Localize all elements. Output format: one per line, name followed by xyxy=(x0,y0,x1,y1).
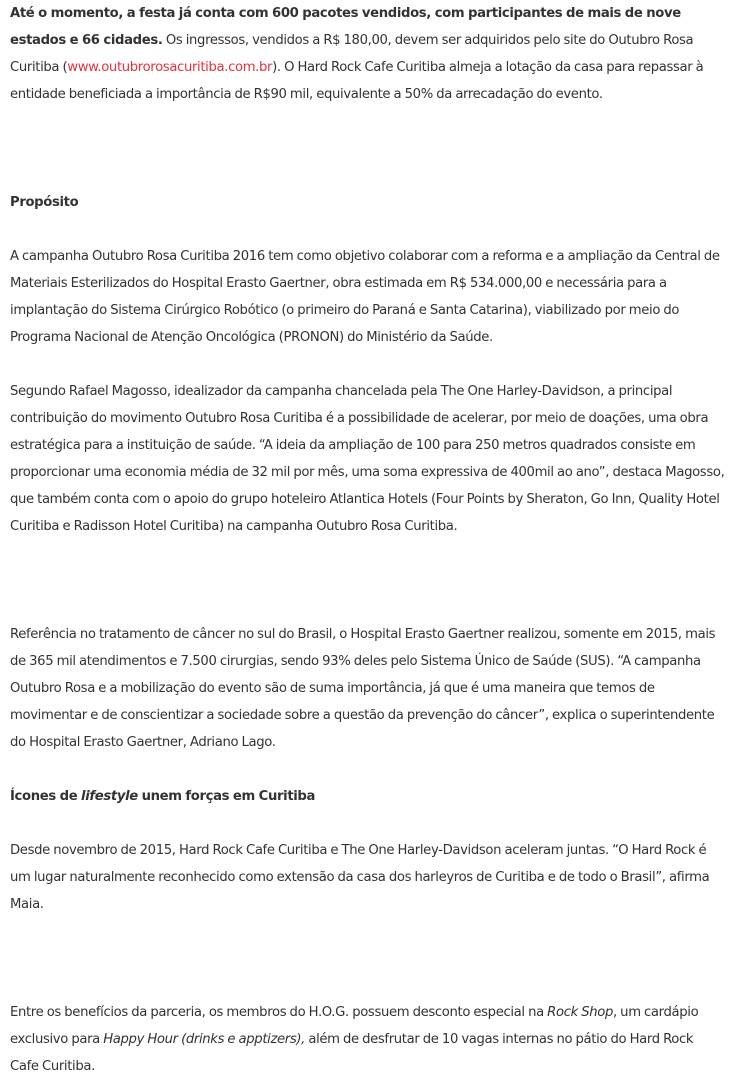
paragraph-campaign-purpose: A campanha Outubro Rosa Curitiba 2016 tem como objetivo colaborar com a reforma e a ampliação da Central de Materiais Esterilizados do Hospital Erasto Gaertner, obra estimada em R$ 534.000,00 e necessária para a implantação do Sistema Cirúrgico Robótico (o primeiro do Paraná e Santa Catarina), viabilizado por meio do Programa Nacional de Atenção Oncológica (PRONON) do Ministério da Saúde. xyxy=(10,249,720,345)
spacer xyxy=(10,756,725,783)
heading-icones-part-b: unem forças em Curitiba xyxy=(137,789,316,804)
paragraph-hog-benefits xyxy=(10,999,725,1080)
spacer xyxy=(10,918,725,999)
article-body xyxy=(10,0,725,1080)
spacer xyxy=(10,540,725,621)
donation-goal-text: ). O Hard Rock Cafe Curitiba almeja a lotação da casa para repassar à entidade beneficiada a importância de R$90 mil, equivalente a 50% da arrecadação do evento. xyxy=(10,60,704,102)
hog-benefits-part-b: , um cardápio exclusivo para xyxy=(10,1005,699,1047)
paragraph-partnership-since-2015: Desde novembro de 2015, Hard Rock Cafe Curitiba e The One Harley-Davidson aceleram juntas. “O Hard Rock é um lugar naturalmente reconhecido como extensão da casa dos harleyros de Curitiba e de todo o Brasil”, afirma Maia. xyxy=(10,843,710,912)
heading-icones-part-a: Ícones de xyxy=(10,789,82,804)
heading-proposito: Propósito xyxy=(10,195,79,210)
heading-icones-lifestyle xyxy=(10,783,725,810)
ticket-info-text: Os ingressos, vendidos a R$ 180,00, devem ser adquiridos pelo site do Outubro Rosa Curitiba ( xyxy=(10,33,694,75)
happy-hour-emphasis: Happy Hour (drinks e apptizers), xyxy=(103,1032,306,1047)
hog-benefits-part-a: Entre os benefícios da parceria, os membros do H.O.G. possuem desconto especial na xyxy=(10,1005,548,1020)
spacer xyxy=(10,351,725,378)
heading-icones-emphasis: lifestyle xyxy=(81,789,138,804)
paragraph-magosso-quote: Segundo Rafael Magosso, idealizador da campanha chancelada pela The One Harley-Davidson, a principal contribuição do movimento Outubro Rosa Curitiba é a possibilidade de acelerar, por meio de doações, uma obra estratégica para a instituição de saúde. “A ideia da ampliação de 100 para 250 metros quadrados consiste em proporcionar uma economia média de 32 mil por mês, uma soma expressiva de 400mil ao ano”, destaca Magosso, que também conta com o apoio do grupo hoteleiro Atlantica Hotels (Four Points by Sheraton, Go Inn, Quality Hotel Curitiba e Radisson Hotel Curitiba) na campanha Outubro Rosa Curitiba. xyxy=(10,384,725,534)
paragraph-party-sales xyxy=(10,0,725,108)
outubro-rosa-site-link[interactable]: www.outubrorosacuritiba.com.br xyxy=(67,60,273,75)
hog-benefits-part-c: além de desfrutar de 10 vagas internas no pátio do Hard Rock Cafe Curitiba. xyxy=(10,1032,694,1074)
rock-shop-emphasis: Rock Shop xyxy=(547,1005,613,1020)
spacer xyxy=(10,108,725,189)
paragraph-hospital-reference: Referência no tratamento de câncer no sul do Brasil, o Hospital Erasto Gaertner realizou, somente em 2015, mais de 365 mil atendimentos e 7.500 cirurgias, sendo 93% deles pelo Sistema Único de Saúde (SUS). “A campanha Outubro Rosa e a mobilização do evento são de suma importância, já que é uma maneira que temos de movimentar e de conscientizar a sociedade sobre a questão da prevenção do câncer”, explica o superintendente do Hospital Erasto Gaertner, Adriano Lago. xyxy=(10,627,716,750)
spacer xyxy=(10,216,725,243)
party-sales-highlight: Até o momento, a festa já conta com 600 pacotes vendidos, com participantes de mais de nove estados e 66 cidades. xyxy=(10,6,681,48)
spacer xyxy=(10,810,725,837)
